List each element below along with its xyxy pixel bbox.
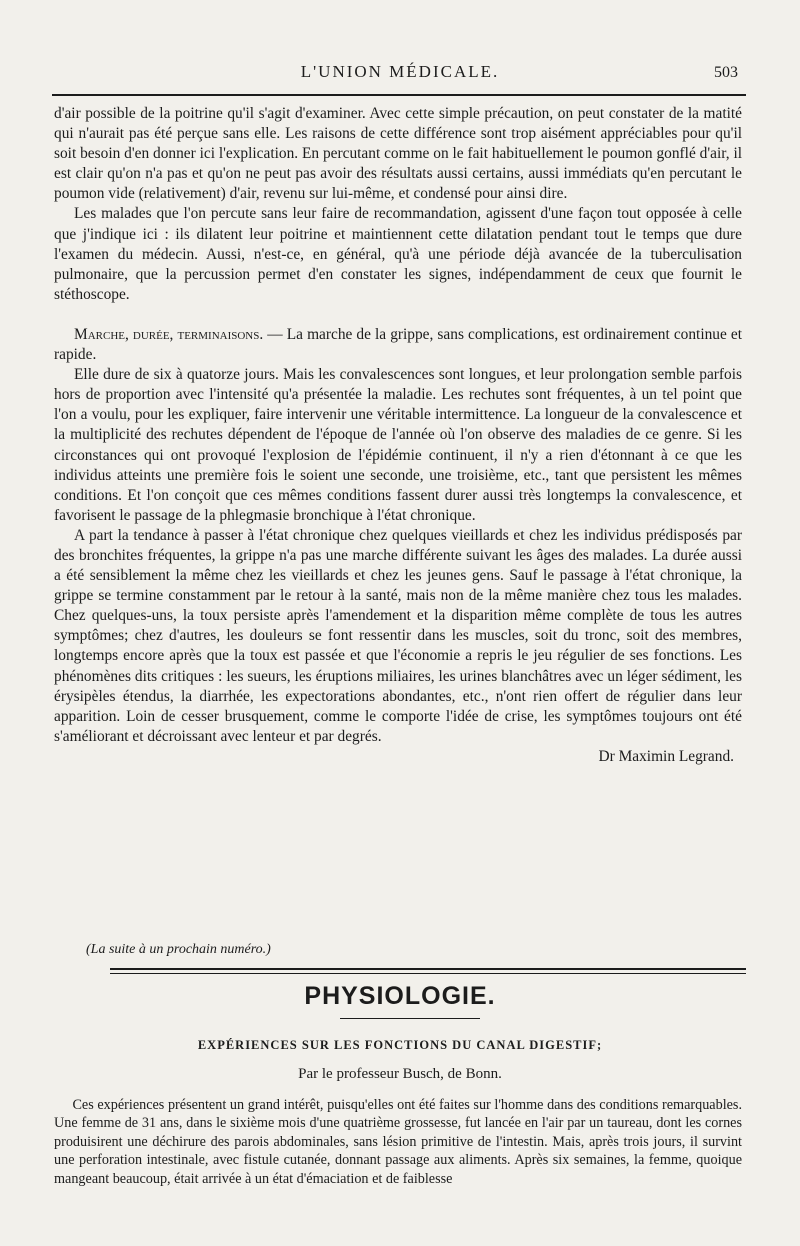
running-title: L'UNION MÉDICALE. bbox=[300, 62, 500, 81]
section-title: PHYSIOLOGIE. bbox=[304, 982, 496, 1010]
paragraph-4: Elle dure de six à quatorze jours. Mais les convalescences sont longues, et leur prolongation semble parfois hors de proportion avec l'intensité qu'a présentée la maladie. Les rechutes sont fréquentes, à un tel point que l'on a voulu, pour les expliquer, faire intervenir une véritable intermittence. La longueur de la convalescence et la multiplicité des rechutes dépendent de l'époque de l'année où l'on observe des maladies de ce genre. Si les circonstances qui ont provoqué l'explosion de l'épidémie continuent, il n'y a rien d'étonnant à ce que les individus atteints une première fois le soient une seconde, une troisième, etc., tant que persistent les mêmes conditions. Et l'on conçoit que ces mêmes conditions fassent durer aussi très longtemps la convalescence, et favorisent le passage de la phlegmasie bronchique à l'état chronique. bbox=[54, 366, 742, 524]
main-text bbox=[54, 104, 742, 767]
to-be-continued-note: (La suite à un prochain numéro.) bbox=[86, 942, 271, 957]
article-paragraph-1: Ces expériences présentent un grand intérêt, puisqu'elles ont été faites sur l'homme dans des conditions remarquables. Une femme de 31 ans, dans le sixième mois d'une quatrième grossesse, fut lancée en l'air par un taureau, dont les cornes produisirent une déchirure des parois abdominales, sans lésion primitive de l'intestin. Mais, après trois jours, il survint une perforation intestinale, avec fistule cutanée, donnant passage aux aliments. Après six semaines, la femme, quoique mangeant beaucoup, était arrivée à un état d'émaciation et de faiblesse bbox=[54, 1097, 742, 1187]
section-heading-marche: Marche, durée, terminaisons. bbox=[74, 325, 264, 343]
page-number: 503 bbox=[714, 64, 738, 81]
author-signature: Dr Maximin Legrand. bbox=[598, 747, 734, 765]
paragraph-gap bbox=[54, 305, 742, 325]
header-rule bbox=[52, 94, 746, 96]
section-divider bbox=[110, 968, 746, 974]
paragraph-3 bbox=[54, 325, 742, 365]
paragraph-5: A part la tendance à passer à l'état chronique chez quelques vieillards et chez les individus prédisposés par des bronchites fréquentes, la grippe n'a pas une marche différente suivant les âges des malades. La durée aussi a été sensiblement la même chez les vieillards et chez les jeunes gens. Sauf le passage à l'état chronique, la grippe se termine constamment par le retour à la santé, mais non de la même manière chez tous les malades. Chez quelques-uns, la toux persiste après l'amendement et la disparition même complète de tous les autres symptômes; chez d'autres, les douleurs se font ressentir dans les muscles, soit du tronc, soit des membres, longtemps encore après que la toux est passée et que l'économie a repris le jeu régulier de ses fonctions. Les phénomènes dits critiques : les sueurs, les éruptions miliaires, les urines blanchâtres avec un léger sédiment, les érysipèles étendus, la diarrhée, les expectorations abondantes, etc., n'ont rien offert de régulier dans leur apparition. Loin de cesser brusquement, comme le comporte l'idée de crise, les symptômes toujours ont été s'améliorant et décroissant avec lenteur et par degrés. bbox=[54, 526, 742, 745]
paragraph-2: Les malades que l'on percute sans leur faire de recommandation, agissent d'une façon tout opposée à celle que j'indique ici : ils dilatent leur poitrine et maintiennent cette dilatation pendant tout le temps que dure l'examen du médecin. Aussi, n'est-ce, en général, qu'à une période déjà avancée de la tuberculisation pulmonaire, que la percussion permet d'en constater les signes, indépendamment de ceux que fournit le stéthoscope. bbox=[54, 205, 742, 303]
article-byline: Par le professeur Busch, de Bonn. bbox=[298, 1066, 502, 1082]
article-body bbox=[54, 1096, 742, 1188]
paragraph-1: d'air possible de la poitrine qu'il s'agit d'examiner. Avec cette simple précaution, on peut constater de la matité qui n'aurait pas été perçue sans elle. Les raisons de cette différence sont trop aisément appréciables pour qu'il soit besoin d'en donner ici l'explication. En percutant comme on le fait habituellement le poumon gonflé d'air, il est clair qu'on n'a pas et qu'on ne peut pas avoir des résultats aussi certains, aussi immédiats qu'en percutant le poumon vide (relativement) d'air, revenu sur lui-même, et condensé pour ainsi dire. bbox=[54, 105, 742, 203]
article-title: EXPÉRIENCES SUR LES FONCTIONS DU CANAL DIGESTIF; bbox=[197, 1038, 603, 1052]
paragraph-3-text: — La marche de la grippe, sans complications, est ordinairement continue et rapide. bbox=[54, 325, 742, 364]
section-title-rule bbox=[340, 1018, 480, 1019]
